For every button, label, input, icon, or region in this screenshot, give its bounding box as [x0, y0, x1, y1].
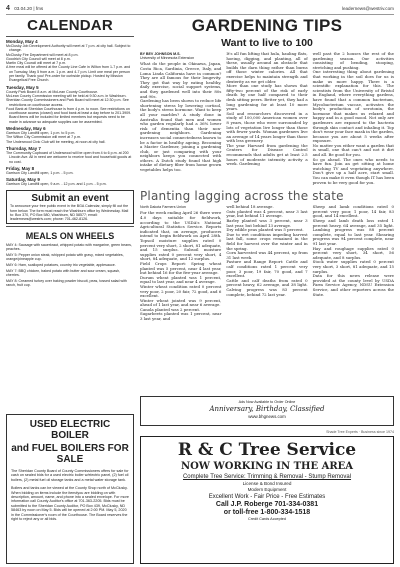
left-column [6, 16, 134, 564]
calendar-event: McLean County Commission meeting will be held at 9:30 a.m. in Washburn. [6, 93, 127, 98]
tree-ad-services [144, 474, 390, 480]
calendar-day [6, 177, 134, 186]
meal-item: MAY 6: Ham, scalloped potatoes, country trio vegetable, applesauce. [6, 262, 116, 267]
submit-event-box [6, 190, 134, 224]
shade-credit: Shade Tree Experts · Business since 1974 [326, 430, 394, 434]
calendar-event: Sheridan County Commissioners and Park Board will meet at 12:30 p.m. See restrictions on courthouse access. [6, 98, 129, 107]
article-column [313, 52, 394, 185]
article-column [226, 52, 307, 185]
meal-item: MAY 7: BBQ chicken, baked potato with butter and sour cream, squash, cherries. [6, 268, 121, 278]
day-heading: Friday, May 8 [6, 165, 35, 171]
tree-ad-credit: Credit Cards Accepted [248, 517, 286, 521]
article-text: It's all fun lifting that hula, hauling flats, hoeing, digging, and planting, all of these, usually around an obstacle that builds the darn thing rather than burns off those winter calories. All that exercise helps to maintain strength and dexterity as we get older. More than one study has shown that fifty-two percent of the risk of early death by one half compared to their desk sitting peers. Better yet, they had a long gardening for at least 10 more years. Soil and researchers discovered in a study of 100,000 American women over 8 years, those who were surrounded by lots of vegetation live longer than those with fewer yards. Woman gardeners live an average of 14 years longer than those with less greenery. The year Harvard from gardening the Centers for Disease Control recommends that adults get at least 2.5 hours of moderate intensity activity a week. Gardening [226, 51, 308, 167]
calendar-event: The Underwood Civic Club will be meeting, at noon at city hall. [6, 139, 106, 144]
tree-ad-tollfree: or toll-free 1-800-334-1518 [223, 509, 311, 516]
byline [140, 52, 221, 60]
boiler-ad-paragraph: The Sheridan County Board of County Commissioners offers for sale for cash on sealed bids for a used electric boiler w/electric panel, (2) fuel oil boilers, (2) metal fuel oil storage tanks and a metal water storage tank. [11, 469, 129, 482]
divider [6, 36, 134, 37]
anniversary-ad[interactable] [140, 396, 394, 426]
article-column [226, 205, 307, 321]
article-column [140, 52, 221, 185]
byline-name: BY BEV JOHNSON M.S. [140, 52, 181, 56]
planting-title: Planting lagging across the state [140, 189, 344, 204]
day-heading: Tuesday, May 5 [6, 84, 39, 90]
submit-title: Submit an event [31, 193, 109, 205]
tree-ad-services-text: Complete Tree Service: Trimming & Removal - Stump Removal [182, 474, 352, 480]
article-column [140, 205, 221, 321]
page-header [6, 3, 394, 15]
calendar-day [6, 146, 134, 164]
article-text: For the week ending April 26 there were 4.0 days suitable for fieldwork, according to the USDA's National Agricultural Statistics Service. Reports indicated that, on average, producers intend to begin fieldwork on April 28th. Topsoil moisture supplies rated 0 percent very short, 2 short, 81 adequate, and 15 surplus. Subsoil moisture supplies rated 0 percent very short, 4 short, 84 adequate, and 12 surplus. Field Crops Report: Spring wheat planted was 5 percent, near 4 last year, but behind 16 for the five-year average. Durum wheat planted was 1 percent, equal to last year, and near 4 average. Winter wheat condition rated 0 percent very poor, 2 poor, 20 fair, 72 good, and 6 excellent. Winter wheat jointed was 9 percent, ahead of 1 last year, and near 6 average. Canola planted was 2 percent. Sugarbeets planted was 1 percent, near 3 last year, and [140, 210, 222, 322]
planting-article [140, 205, 394, 321]
tree-ad-phone: Call J.P. Roberge 701-334-0381 [215, 501, 319, 508]
calendar-event: The Community Cupboard of Underwood will be open from 4 to 6 p.m. at 200 Lincoln Ave. All in need are welcome to receive food and household goods at no cost. [6, 150, 132, 164]
day-heading: Wednesday, May 6 [6, 126, 46, 132]
calendar-event: McClusky Fire Department will meet at 8 p.m. [6, 52, 79, 57]
meal-item: MAY 4: Sausage with sauerkraut, whipped potato with margarine, green beans, peaches. [6, 242, 132, 252]
tree-ad-equipment: Modern Equipment [247, 487, 287, 492]
boiler-ad-title: USED ELECTRIC BOILER [29, 419, 111, 441]
anniversary-ad-url[interactable]: www.bhgnews.com [248, 414, 286, 419]
article-text: well behind 18 average. Oats planted was 4 percent, near 3 last year, but behind 11 average. Barley planted was 3 percent, near 3 last year, but behind 13 average. Dry edible peas planted was 5 percent. Due to wet conditions impeding harvest last fall, some crops remained in the field for harvest over the winter and in the spring. Corn harvested was 44 percent, up from 31 last week. Pasture and Range Report: Cattle and calf conditions rated 1 percent very poor, 3 poor, 19 fair, 70 good, and 7 excellent. Cattle and calf deaths from rated 0 percent heavy, 62 average, and 38 light. Calving progress was 83 percent complete, behind 72 last year. [226, 204, 308, 297]
byline-org: North Dakota Farmers Union [140, 205, 186, 210]
page-info [6, 5, 43, 12]
tree-ad-subtitle: NOW WORKING IN THE AREA [180, 461, 354, 472]
calendar-day [6, 126, 134, 144]
tree-ad-license: License & Bond Insured [242, 481, 292, 486]
calendar-event: Food Bank at Sheridan Courthouse is from 4 p.m. to noon. See restrictions on courthouse access (closed) and food bank at least a day before to 201.3909. Board items will be included for limited members but requests need to be made in advance so adequate supplies can be assembled. [6, 106, 132, 124]
article-text: well past the 2 houses the rest of the gardening season. Our activities consisting of bending, stooping, stretching and pushing. One interesting thing about gardening that working in the soil does for us is make us more happy. There is a scientific explanation for this. The scientists from the University of Bristol in England, where everything gardens, have found that a common bacterium, Mycobacterium vaccae, activates the body's production of serotonin, the hormone that makes us relaxed and happy and in a good mood. Not only are gardeners are exposed to the bacteria through skin contact and inhaling it. Top don't wear your face mask in the garden, because you are about 5 weeks after exposure. No matter you either want a garden that is small, one that can't and not it dirt and all. Be good for you. So go ahead. The ones who needs to have fun. Join an get sitting at home watching TV and vegetating anywhere. Don't give up a half acre, start small. You can make it even though IT has been proven to be very good for you. [312, 51, 394, 185]
header-email[interactable]: leadernews@westriv.com [341, 6, 394, 11]
gardening-article [140, 52, 394, 185]
anniversary-ad-title: Anniversary, Birthday, Classified [209, 405, 325, 413]
calendar-event: A free meal will be offered at the County Line Cafe in Wilton from 1-7 p.m. and on Tuesday, May 5 from a.m. 1 p.m. and 4-7 p.m. Limit one meal per person per family. Thank you! Pre-order for curbside pickup. Hosted by Mission Evangelical Free Church. [6, 65, 131, 83]
article-text: Sheep and lamb conditions rated 0 percent very poor, 1 poor, 14 fair, 83 good, and 14 excellent. Sheep and lamb death loss rated 1 percent heavy, 64 average, and 35 light. Lambing progress was 88 percent complete, equal to last year. Shearing progress was 94 percent complete, near 91 last year. Hay and roughage supplies rated 0 percent very short, 34 short, 56 adequate, and 8 surplus. Stock water supplies rated 0 percent very short, 3 short, 81 adequate, and 15 surplus. Data for this news release were provided at the county level by USDA Farm Service Agency, NDSU Extension Service, and other reporters across the State. [312, 204, 394, 297]
calendar-event: Garrison City Landfill open, 9 a.m. - 12 p.m. and 1 p.m. - 5 p.m. [6, 182, 107, 187]
divider [6, 226, 134, 227]
article-column [313, 205, 394, 321]
calendar-event: Garrison City Landfill open, 1 p.m. to 5 p.m. [6, 131, 76, 136]
boiler-ad-paragraph: Boilers and tanks can be viewed at the County Shop north of McClusky. When bidding on items include the item#you are bidding on with description, amount, name, and phone into a sealed envelope. For more information call County Auditor's office at 701-363-2205. Bids must be submitted to the Sheridan County Auditor, PO Box 439, McClusky, ND 58463 by noon on May 5. Bids will be opened at 2:00 PM. May 5, 2020 in the Commissioner's room of the Courthouse. The Board reserves the right to reject any or all bids. [11, 486, 129, 522]
calendar-event: Goodrich City Council will meet at 8 p.m. [6, 56, 71, 61]
boiler-sale-ad [6, 414, 134, 564]
anniversary-ad-small: Ads Now Available to Order Online [238, 400, 296, 404]
calendar-event: County Park Board 8 a.m. at McLean County Courthouse. [6, 89, 99, 94]
day-heading: Thursday, May 7 [6, 145, 41, 151]
date-edition: 03.04.20 | fms [14, 6, 44, 11]
gardening-subtitle: Want to live to 100 [221, 37, 313, 49]
article-text: What do the people in Okinawa, Japan, Costa Rica, Sardinia, Greece, Italy, and Loma Linda California have in common? They are all famous for their longevity. They got that way by eating healthy, daily exercise, social support systems, and they gardened well into their 80s and 90s. Gardening has been shown to reduce life shortening stress by lowering cortisol, the body's stress hormone. Want to keep all your marbles? A study done in Australia found that men and women who garden regularly had a 36% lower risk of dementia than their non-gardening neighbors. Gardening increases social connectedness known to be a factor in healthy ageing. Becoming a Master Gardener, joining a gardening club, or just comparing with your neighbors keeps you connected with others. A Dutch study found that high intake of dietary fiber from home grown vegetables helps too. [140, 61, 222, 173]
calendar-day [6, 39, 134, 83]
calendar-title: CALENDAR [27, 17, 113, 34]
tree-ad-title: R & C Tree Service [177, 440, 357, 460]
calendar-day [6, 85, 134, 124]
calendar-day [6, 166, 134, 175]
meal-item: MAY 8: Creamed turkey over baking powder biscuit, peas, tossed salad with ranch, fruit cup. [6, 278, 127, 288]
byline-org: University of Minnesota Extension [140, 56, 195, 61]
gardening-title: GARDENING TIPS [191, 16, 343, 35]
page-number: 4 [6, 5, 10, 12]
calendar-list [6, 39, 134, 186]
day-heading: Monday, May 4 [6, 39, 38, 44]
meals-title: MEALS ON WHEELS [25, 231, 115, 242]
day-heading: Saturday, May 9 [6, 177, 40, 183]
calendar-event: McClusky Job Development Authority will meet at 7 p.m. at city hall. Subject to change. [6, 44, 131, 53]
right-column [140, 16, 394, 564]
tree-service-ad [140, 436, 394, 564]
meal-item: MAY 5: Pepper onion steak, whipped potato with gravy, mixed vegetables, orange/pineapple cup. [6, 252, 124, 262]
submit-text: To announce your free public event in the BGA Calendar, simply fill out the form below. The form must reach the Washburn office by Wednesday. Mail to: Box 370, PO Box 580, Washburn, ND 58577; email: leadernews@westriv.com; phone: 701-462-8126. [10, 204, 129, 222]
boiler-ad-subtitle: and FUEL BOILERS FOR SALE [11, 443, 129, 465]
calendar-event: The Wilton City Commission will meet at 7 p.m. [6, 135, 82, 140]
calendar-event: Martin City Council will meet at 7 p.m. [6, 61, 67, 66]
calendar-event: Garrison City Landfill open, 1 p.m. - 5 p.m. [6, 170, 74, 175]
tree-ad-pricing: Excellent Work - Fair Price - Free Estimates [208, 494, 326, 500]
planting-headline [140, 189, 394, 203]
